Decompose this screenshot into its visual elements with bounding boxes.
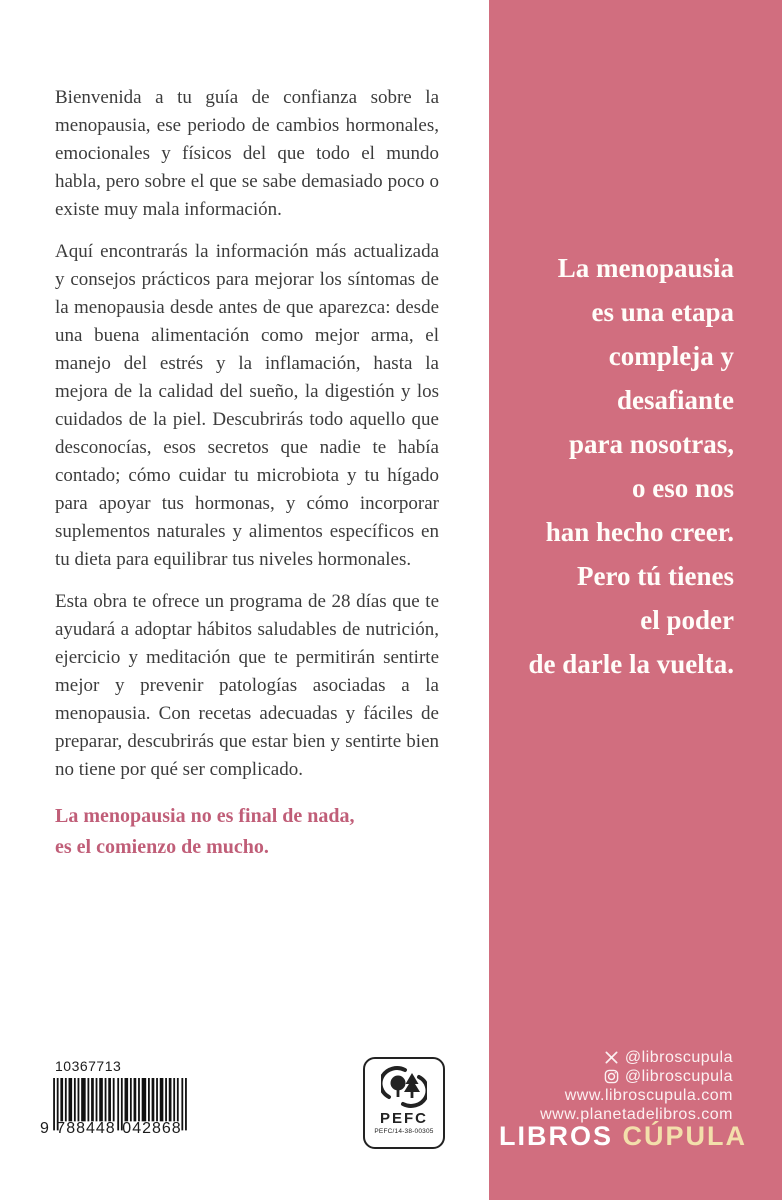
tagline <box>55 801 439 863</box>
x-icon <box>604 1050 619 1065</box>
pefc-name: PEFC <box>379 1110 428 1127</box>
blurb-paragraph: Aquí encontrarás la información más actualizada y consejos prácticos para mejorar los síntomas de la menopausia desde antes de que aparezca: desde una buena alimentación como mejor arma, el manejo del estrés y la inflamación, hasta la mejora de la calidad del sueño, la digestión y los cuidados de la piel. Descubrirás todo aquello que desconocías, esos secretos que nadie te había contado; cómo cuidar tu microbiota y tu hígado para apoyar tus hormonas, y cómo incorporar suplementos naturales y alimentos específicos en tu dieta para equilibrar tus niveles hormonales. <box>55 241 439 570</box>
pink-side-panel <box>489 0 782 1200</box>
publisher-url: www.planetadelibros.com <box>540 1106 733 1123</box>
tagline-line: La menopausia no es final de nada, <box>55 805 355 827</box>
pefc-trees-icon <box>381 1065 427 1109</box>
tagline-line: es el comienzo de mucho. <box>55 836 269 858</box>
cover-quote <box>509 246 734 686</box>
publisher-logo-libros: LIBROS <box>499 1121 614 1151</box>
quote-line: de darle la vuelta. <box>528 649 734 679</box>
instagram-icon <box>604 1069 619 1084</box>
barcode-block <box>40 1058 210 1138</box>
social-handle: @libroscupula <box>624 1049 733 1066</box>
pefc-code: PEFC/14-38-00305 <box>374 1128 434 1135</box>
quote-line: han hecho creer. <box>545 517 734 547</box>
isbn-group: 042868 <box>122 1120 182 1137</box>
isbn-group: 788448 <box>56 1120 116 1137</box>
blurb-paragraph: Bienvenida a tu guía de confianza sobre la menopausia, ese periodo de cambios hormonales, emocionales y físicos del que todo el mundo habla, pero sobre el que se sabe demasiado poco o existe muy mala información. <box>55 87 439 220</box>
product-code: 10367713 <box>55 1058 122 1074</box>
quote-line: compleja y <box>608 341 734 371</box>
blurb-paragraph: Esta obra te ofrece un programa de 28 días que te ayudará a adoptar hábitos saludables de nutrición, ejercicio y meditación que te permitirán sentirte mejor y prevenir patologías asociadas a la menopausia. Con recetas adecuadas y fáciles de preparar, descubrirás que estar bien y sentirte bien no tiene por qué ser complicado. <box>55 591 439 780</box>
quote-line: el poder <box>640 605 734 635</box>
isbn-lead-digit: 9 <box>40 1120 50 1137</box>
quote-line: Pero tú tienes <box>577 561 734 591</box>
social-links <box>499 1048 733 1124</box>
quote-line: o eso nos <box>631 473 734 503</box>
social-handle: @libroscupula <box>624 1068 733 1085</box>
quote-line: desafiante <box>617 385 734 415</box>
isbn-number <box>40 1120 210 1138</box>
social-row-x <box>499 1048 733 1067</box>
social-row-instagram <box>499 1067 733 1086</box>
quote-line: es una etapa <box>591 297 734 327</box>
publisher-logo <box>499 1121 748 1151</box>
quote-line: La menopausia <box>557 253 734 283</box>
quote-line: para nosotras, <box>568 429 734 459</box>
publisher-url: www.libroscupula.com <box>564 1087 733 1104</box>
publisher-logo-cupula: CÚPULA <box>622 1121 748 1151</box>
pefc-logo <box>363 1057 445 1149</box>
blurb-column <box>55 84 439 863</box>
